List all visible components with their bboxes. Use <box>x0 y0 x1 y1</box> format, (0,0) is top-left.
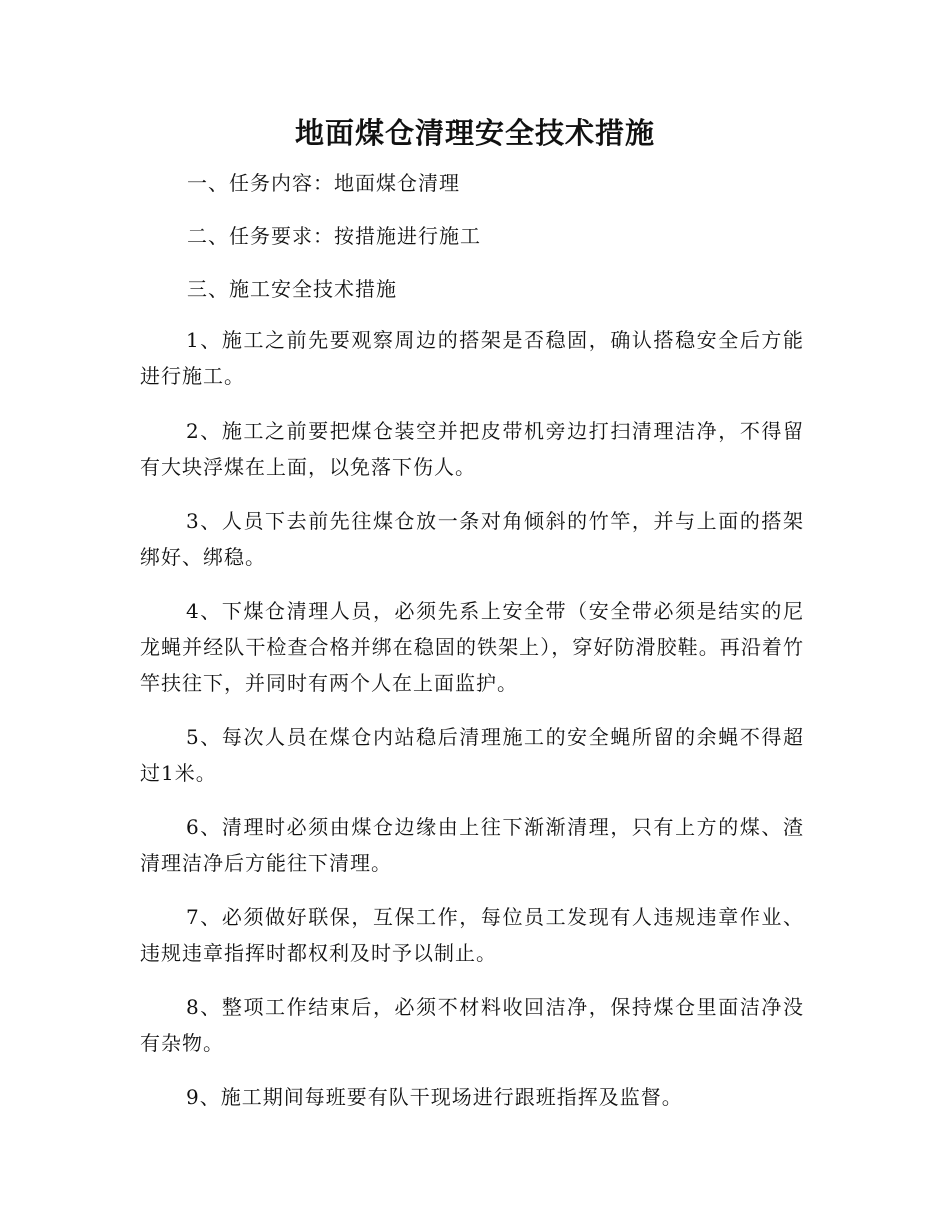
measure-item-9: 9、施工期间每班要有队干现场进行跟班指挥及监督。 <box>186 1085 683 1109</box>
measure-item-2: 2、施工之前要把煤仓装空并把皮带机旁边打扫清理洁净，不得留有大块浮煤在上面，以免落下伤人。 <box>140 419 804 479</box>
section-safety-measures: 三、施工安全技术措施 <box>187 277 397 301</box>
measure-item-6: 6、清理时必须由煤仓边缘由上往下渐渐清理，只有上方的煤、渣清理洁净后方能往下清理。 <box>140 815 804 875</box>
measure-item-3: 3、人员下去前先往煤仓放一条对角倾斜的竹竿，并与上面的搭架绑好、绑稳。 <box>140 509 804 569</box>
measure-item-8: 8、整项工作结束后，必须不材料收回洁净，保持煤仓里面洁净没有杂物。 <box>140 995 804 1055</box>
measure-item-5: 5、每次人员在煤仓内站稳后清理施工的安全蝇所留的余蝇不得超过1米。 <box>140 725 804 785</box>
measure-item-7: 7、必须做好联保，互保工作，每位员工发现有人违规违章作业、违规违章指挥时都权利及时予以制止。 <box>140 905 804 965</box>
document-title: 地面煤仓清理安全技术措施 <box>294 116 655 150</box>
measure-item-1: 1、施工之前先要观察周边的搭架是否稳固，确认搭稳安全后方能进行施工。 <box>140 328 804 388</box>
section-task-requirement: 二、任务要求：按措施进行施工 <box>187 224 481 248</box>
section-task-content: 一、任务内容：地面煤仓清理 <box>187 171 460 195</box>
measure-item-4: 4、下煤仓清理人员，必须先系上安全带（安全带必须是结实的尼龙蝇并经队干检查合格并绑在稳固的铁架上），穿好防滑胶鞋。再沿着竹竿扶往下，并同时有两个人在上面监护。 <box>140 599 804 695</box>
